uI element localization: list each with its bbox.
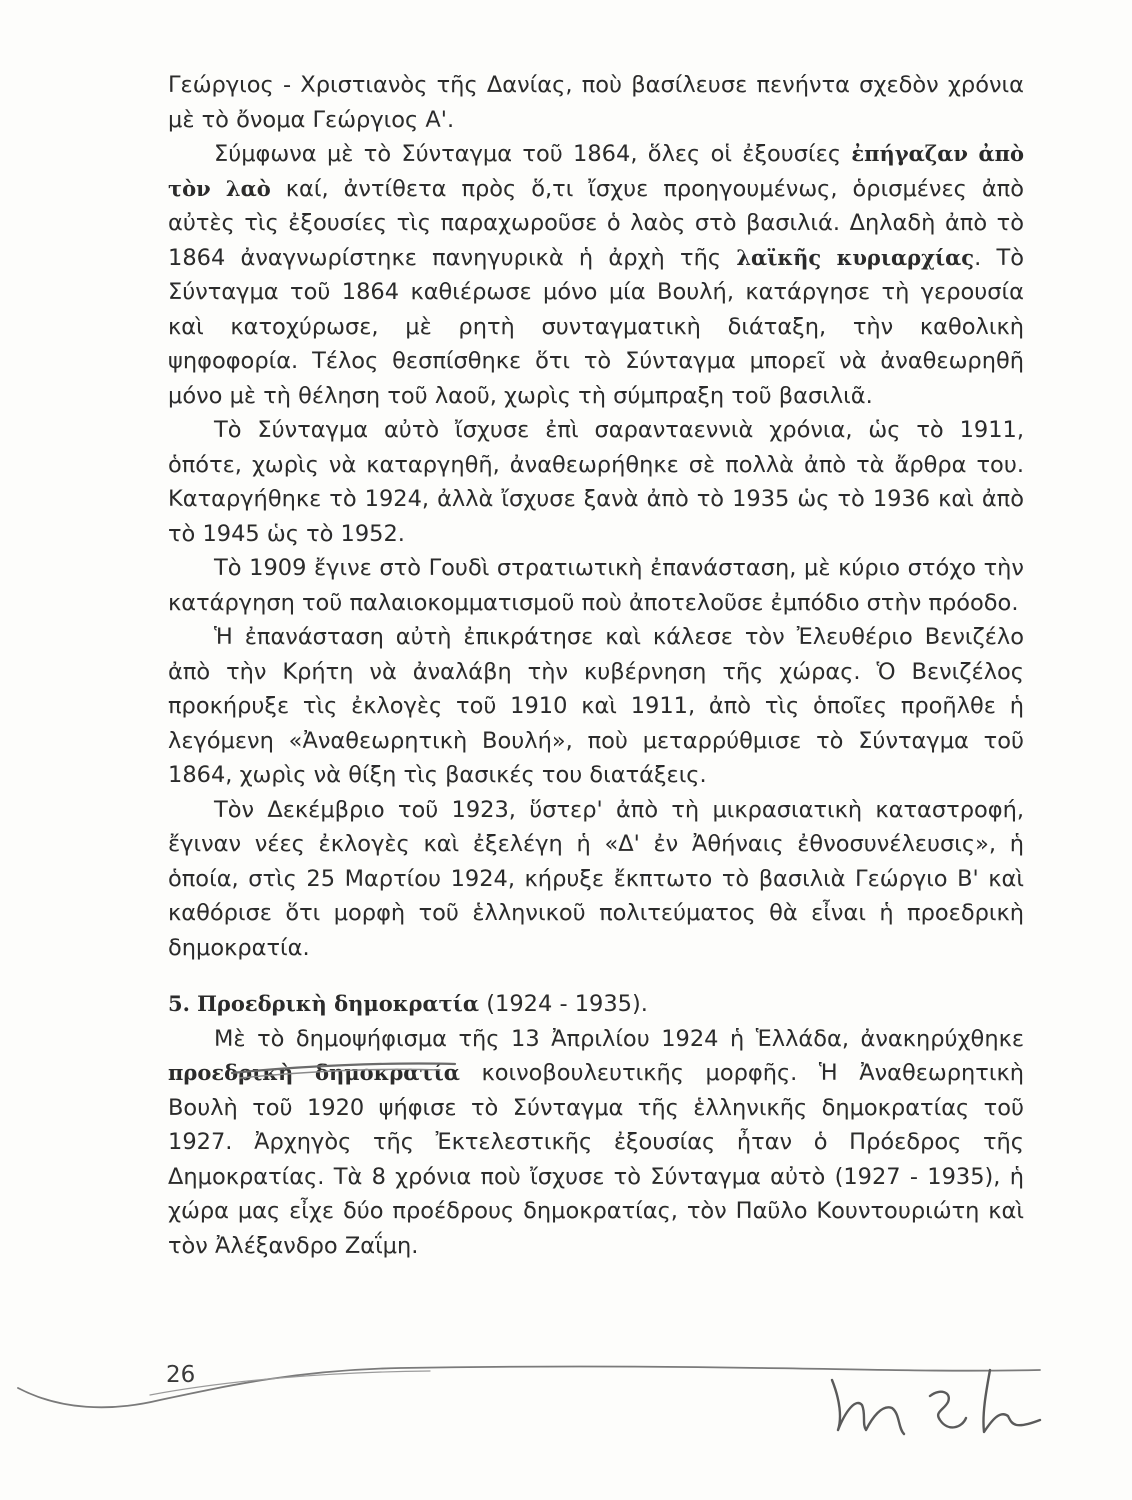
paragraph-text: κοινοβουλευτικῆς μορφῆς. Ἡ Ἀναθεωρητικὴ Βουλὴ τοῦ 1920 ψήφισε τὸ Σύνταγμα τῆς ἑλληνικῆς δημοκρατίας τοῦ 1927. Ἀρχηγὸς τῆς Ἐκτελεστικῆς ἐξουσίας ἦταν ὁ Πρόεδρος τῆς Δημοκρατίας. Τὰ 8 χρόνια ποὺ ἴσχυσε τὸ Σύνταγμα αὐτὸ (1927 - 1935), ἡ χώρα μας εἶχε δύο προέδρους δημοκρατίας, τὸν Παῦλο Κουντουριώτη καὶ τὸν Ἀλέξανδρο Ζαΐμη. bbox=[168, 1060, 1024, 1259]
paragraph-p5 bbox=[168, 620, 1024, 793]
paragraph-text: Γεώργιος - Χριστιανὸς τῆς Δανίας, ποὺ βασίλευσε πενήντα σχεδὸν χρόνια μὲ τὸ ὄνομα Γεώργιος Α'. bbox=[168, 72, 1024, 133]
paragraph-text: Τὸ 1909 ἔγινε στὸ Γουδὶ στρατιωτικὴ ἐπανάσταση, μὲ κύριο στόχο τὴν κατάργηση τοῦ παλαιοκομματισμοῦ ποὺ ἀποτελοῦσε ἐμπόδιο στὴν πρόοδο. bbox=[168, 555, 1024, 616]
page-body bbox=[168, 68, 1024, 1263]
paragraph-text: Ἡ ἐπανάσταση αὐτὴ ἐπικράτησε καὶ κάλεσε τὸν Ἐλευθέριο Βενιζέλο ἀπὸ τὴν Κρήτη νὰ ἀναλάβη τὴν κυβέρνηση τῆς χώρας. Ὁ Βενιζέλος προκήρυξε τὶς ἐκλογὲς τοῦ 1910 καὶ 1911, ἀπὸ τὶς ὁποῖες προῆλθε ἡ λεγόμενη «Ἀναθεωρητικὴ Βουλή», ποὺ μεταρρύθμισε τὸ Σύνταγμα τοῦ 1864, χωρὶς νὰ θίξη τὶς βασικές του διατάξεις. bbox=[168, 624, 1024, 788]
paragraph-text: . Τὸ Σύνταγμα τοῦ 1864 καθιέρωσε μόνο μία Βουλή, κατάργησε τὴ γερουσία καὶ κατοχύρωσε, μὲ ρητὴ συνταγματικὴ διάταξη, τὴν καθολικὴ ψηφοφορία. Τέλος θεσπίσθηκε ὅτι τὸ Σύνταγμα μπορεῖ νὰ ἀναθεωρηθῆ μόνο μὲ τὴ θέληση τοῦ λαοῦ, χωρὶς τὴ σύμπραξη τοῦ βασιλιᾶ. bbox=[168, 244, 1024, 409]
paragraph-text: Σύμφωνα μὲ τὸ Σύνταγμα τοῦ 1864, ὅλες οἱ ἐξουσίες bbox=[214, 141, 852, 167]
paragraph-text: Μὲ τὸ δημοψήφισμα τῆς 13 Ἀπριλίου 1924 ἡ Ἑλλάδα, ἀνακηρύχθηκε bbox=[214, 1025, 1024, 1052]
emphasis-text: προεδρικὴ δημοκρατία bbox=[168, 1060, 460, 1085]
paragraph-p6 bbox=[168, 793, 1024, 966]
section-heading bbox=[168, 987, 1024, 1022]
section-period: (1924 - 1935). bbox=[486, 991, 648, 1017]
paragraph-text: Τὸν Δεκέμβριο τοῦ 1923, ὕστερ' ἀπὸ τὴ μικρασιατικὴ καταστροφή, ἔγιναν νέες ἐκλογὲς καὶ ἐξελέγη ἡ «Δ' ἐν Ἀθήναις ἐθνοσυνέλευσις», ἡ ὁποία, στὶς 25 Μαρτίου 1924, κήρυξε ἔκπτωτο τὸ βασιλιὰ Γεώργιο Β' καὶ καθόρισε ὅτι μορφὴ τοῦ ἑλληνικοῦ πολιτεύματος θὰ εἶναι ἡ προεδρικὴ δημοκρατία. bbox=[168, 796, 1024, 961]
paragraph-p4 bbox=[168, 551, 1024, 620]
paragraph-p1 bbox=[168, 68, 1024, 137]
body-text-bottom bbox=[168, 1022, 1024, 1264]
paragraph-p3 bbox=[168, 413, 1024, 551]
signature-scribble bbox=[832, 1370, 1040, 1434]
page-number: 26 bbox=[166, 1362, 196, 1388]
emphasis-text: ἐπήγαζαν ἀπὸ τὸν λαὸ bbox=[168, 141, 1024, 201]
paragraph-text: καί, ἀντίθετα πρὸς ὅ,τι ἴσχυε προηγουμένως, ὁρισμένες ἀπὸ αὐτὲς τὶς ἐξουσίες τὶς παραχωροῦσε ὁ λαὸς στὸ βασιλιά. Δηλαδὴ ἀπὸ τὸ 1864 ἀναγνωρίστηκε πανηγυρικὰ ἡ ἀρχὴ τῆς bbox=[168, 175, 1024, 271]
paragraph-p7 bbox=[168, 1022, 1024, 1264]
section-title: Προεδρικὴ δημοκρατία bbox=[197, 991, 480, 1016]
emphasis-text: λαϊκῆς κυριαρχίας bbox=[736, 244, 975, 270]
section-number: 5. bbox=[168, 991, 190, 1016]
body-text-top bbox=[168, 68, 1024, 965]
paragraph-text: Τὸ Σύνταγμα αὐτὸ ἴσχυσε ἐπὶ σαρανταεννιὰ χρόνια, ὡς τὸ 1911, ὁπότε, χωρὶς νὰ καταργηθῆ, ἀναθεωρήθηκε σὲ πολλὰ ἀπὸ τὰ ἄρθρα του. Καταργήθηκε τὸ 1924, ἀλλὰ ἴσχυσε ξανὰ ἀπὸ τὸ 1935 ὡς τὸ 1936 καὶ ἀπὸ τὸ 1945 ὡς τὸ 1952. bbox=[168, 417, 1024, 547]
paragraph-p2 bbox=[168, 137, 1024, 413]
